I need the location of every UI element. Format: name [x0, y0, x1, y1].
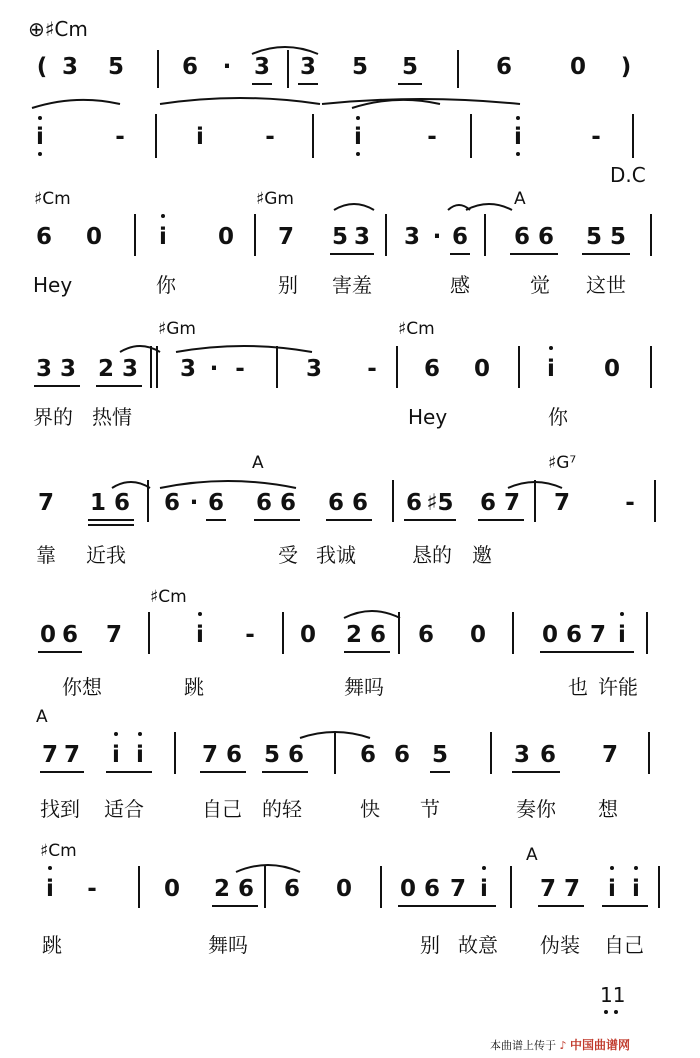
- note: 7: [277, 224, 295, 250]
- note: 3: [35, 356, 53, 382]
- high-dot: [610, 866, 614, 870]
- note: 6: [417, 622, 435, 648]
- note: 0: [163, 876, 181, 902]
- note: 6: [61, 622, 79, 648]
- tie-arc: [112, 482, 150, 488]
- underline: [34, 385, 80, 387]
- tie-arc: [236, 865, 300, 872]
- note: 7: [539, 876, 557, 902]
- note: -: [245, 622, 255, 648]
- lyric: 感: [450, 273, 470, 297]
- note: 3: [59, 356, 77, 382]
- barline: [312, 114, 314, 158]
- note: 6: [423, 356, 441, 382]
- chord-symbol: ♯G⁷: [548, 453, 577, 473]
- lyric: 别: [420, 933, 440, 957]
- underline: [450, 253, 470, 255]
- note: i: [480, 876, 488, 902]
- note: ·: [222, 54, 232, 80]
- note: i: [112, 742, 120, 768]
- coda-segno-marker: ⊕♯Cm: [28, 17, 88, 41]
- note: 3: [61, 54, 79, 80]
- underline: [512, 771, 560, 773]
- note: 0: [569, 54, 587, 80]
- lyric: 适合: [104, 797, 144, 821]
- note: i: [608, 876, 616, 902]
- site-logo-icon: ♪: [559, 1039, 567, 1052]
- note: 0: [541, 622, 559, 648]
- lyric: 恳的: [412, 543, 452, 567]
- note: 6: [537, 224, 555, 250]
- note: i: [159, 224, 167, 250]
- page-number: 11: [600, 983, 626, 1007]
- site-name: 中国曲谱网: [570, 1038, 631, 1052]
- lyric: 我诚: [316, 543, 356, 567]
- note: 7: [449, 876, 467, 902]
- note: 6: [393, 742, 411, 768]
- underline: [88, 524, 134, 526]
- barline: [646, 612, 648, 654]
- barline: [398, 612, 400, 654]
- high-dot: [161, 214, 165, 218]
- note: 6: [181, 54, 199, 80]
- barline: [148, 612, 150, 654]
- note: -: [367, 356, 377, 382]
- note: 5: [107, 54, 125, 80]
- high-dot: [516, 116, 520, 120]
- note: -: [427, 124, 437, 150]
- chord-symbol: ♯Cm: [150, 587, 187, 607]
- note: 0: [299, 622, 317, 648]
- note: 3: [305, 356, 323, 382]
- lyric: 近我: [86, 543, 126, 567]
- note: 6: [495, 54, 513, 80]
- lyric: 自己: [604, 933, 644, 957]
- note: ·: [189, 490, 199, 516]
- note: i: [632, 876, 640, 902]
- barline: [264, 866, 266, 908]
- chord-symbol: ♯Cm: [40, 841, 77, 861]
- note: 6: [225, 742, 243, 768]
- note: 2: [97, 356, 115, 382]
- note: i: [196, 622, 204, 648]
- upload-note: 本曲谱上传于: [490, 1039, 556, 1052]
- note: 3: [403, 224, 421, 250]
- lyric: 自己: [202, 797, 242, 821]
- note: ·: [209, 356, 219, 382]
- note: 7: [41, 742, 59, 768]
- high-dot: [38, 116, 42, 120]
- underline: [538, 905, 584, 907]
- note: 3: [253, 54, 271, 80]
- note: 6: [279, 490, 297, 516]
- high-dot: [482, 866, 486, 870]
- high-dot: [620, 612, 624, 616]
- chord-symbol: ♯Cm: [398, 319, 435, 339]
- note: 7: [105, 622, 123, 648]
- high-dot: [114, 732, 118, 736]
- chord-symbol: A: [36, 707, 48, 727]
- lyric: 也: [568, 675, 588, 699]
- lyric: 害羞: [332, 273, 372, 297]
- note: 7: [503, 490, 521, 516]
- lyric: 故意: [458, 933, 498, 957]
- lyric: 跳: [42, 933, 62, 957]
- note: -: [591, 124, 601, 150]
- note: 6: [163, 490, 181, 516]
- tie-arc: [160, 481, 296, 488]
- barline: [134, 214, 136, 256]
- note: 3: [353, 224, 371, 250]
- note: 5: [351, 54, 369, 80]
- high-dot: [549, 346, 553, 350]
- underline: [206, 519, 226, 521]
- underline: [106, 771, 152, 773]
- lyric: 舞吗: [208, 933, 248, 957]
- note: 6: [207, 490, 225, 516]
- lyric: 跳: [184, 675, 204, 699]
- barline: [650, 214, 652, 256]
- note: 6: [451, 224, 469, 250]
- high-dot: [138, 732, 142, 736]
- underline: [200, 771, 246, 773]
- underline: [398, 83, 422, 85]
- barline: [385, 214, 387, 256]
- underline: [252, 83, 272, 85]
- underline: [298, 83, 318, 85]
- note: -: [235, 356, 245, 382]
- tie-arc: [160, 98, 320, 104]
- tie-arc: [176, 346, 312, 352]
- lyric: 快: [360, 797, 380, 821]
- note: 6: [283, 876, 301, 902]
- note: 1: [89, 490, 107, 516]
- barline: [138, 866, 140, 908]
- lyric: 别: [278, 273, 298, 297]
- note: 7: [201, 742, 219, 768]
- underline: [96, 385, 142, 387]
- lyric: 你想: [62, 675, 102, 699]
- note: i: [196, 124, 204, 150]
- lyric: 这世: [586, 273, 626, 297]
- chord-symbol: ♯Gm: [158, 319, 196, 339]
- barline: [510, 866, 512, 908]
- barline: [396, 346, 398, 388]
- tie-arc: [252, 47, 318, 54]
- lyric: 奏你: [516, 797, 556, 821]
- lyric: 觉: [530, 273, 550, 297]
- tie-arc: [120, 346, 160, 352]
- underline: [88, 519, 134, 521]
- note: 7: [37, 490, 55, 516]
- footer-watermark: [490, 1034, 690, 1056]
- da-capo-mark: D.C: [610, 163, 646, 187]
- note: 6: [327, 490, 345, 516]
- underline: [330, 253, 374, 255]
- note: ): [620, 54, 632, 80]
- underline: [582, 253, 630, 255]
- note: 5: [585, 224, 603, 250]
- note: 0: [603, 356, 621, 382]
- low-dot: [516, 152, 520, 156]
- underline: [404, 519, 456, 521]
- note: i: [354, 124, 362, 150]
- barline: [334, 732, 336, 774]
- chord-symbol: ♯Cm: [34, 189, 71, 209]
- note: i: [514, 124, 522, 150]
- barline: [157, 50, 159, 88]
- note: -: [87, 876, 97, 902]
- low-dot: [614, 1010, 618, 1014]
- note: 5: [331, 224, 349, 250]
- note: 2: [213, 876, 231, 902]
- lyric: 热情: [92, 405, 132, 429]
- note: 6: [565, 622, 583, 648]
- high-dot: [634, 866, 638, 870]
- barline: [632, 114, 634, 158]
- lyric: 找到: [40, 797, 80, 821]
- underline: [510, 253, 558, 255]
- note: ·: [432, 224, 442, 250]
- barline: [654, 480, 656, 522]
- lyric: 邀: [472, 543, 492, 567]
- note: 0: [335, 876, 353, 902]
- lyric: 你: [156, 273, 176, 297]
- barline: [380, 866, 382, 908]
- note: 6: [237, 876, 255, 902]
- note: 0: [217, 224, 235, 250]
- note: 0: [469, 622, 487, 648]
- barline: [282, 612, 284, 654]
- note: 5: [263, 742, 281, 768]
- note: 6: [351, 490, 369, 516]
- note: 0: [399, 876, 417, 902]
- note: 7: [589, 622, 607, 648]
- note: 0: [39, 622, 57, 648]
- barline: [512, 612, 514, 654]
- tie-arc: [466, 204, 512, 210]
- note: 5: [431, 742, 449, 768]
- note: 6: [113, 490, 131, 516]
- lyric: 靠: [36, 543, 56, 567]
- note: -: [265, 124, 275, 150]
- note: i: [46, 876, 54, 902]
- underline: [478, 519, 524, 521]
- underline: [40, 771, 84, 773]
- note: ♯5: [426, 490, 454, 516]
- lyric: 你: [548, 405, 568, 429]
- note: 6: [479, 490, 497, 516]
- barline: [470, 114, 472, 158]
- barline: [648, 732, 650, 774]
- lyric: Hey: [33, 273, 73, 297]
- note: 7: [563, 876, 581, 902]
- note: -: [115, 124, 125, 150]
- underline: [430, 771, 450, 773]
- note: 6: [423, 876, 441, 902]
- barline: [287, 50, 289, 88]
- barline: [457, 50, 459, 88]
- barline: [174, 732, 176, 774]
- high-dot: [48, 866, 52, 870]
- note: 6: [359, 742, 377, 768]
- barline: [392, 480, 394, 522]
- lyric: 受: [278, 543, 298, 567]
- barline: [147, 480, 149, 522]
- lyric: 想: [598, 797, 618, 821]
- lyric: 的轻: [262, 797, 302, 821]
- underline: [398, 905, 496, 907]
- underline: [602, 905, 648, 907]
- note: 6: [539, 742, 557, 768]
- lyric: 界的: [33, 405, 73, 429]
- note: 6: [287, 742, 305, 768]
- note: 7: [63, 742, 81, 768]
- note: 7: [601, 742, 619, 768]
- high-dot: [198, 612, 202, 616]
- note: 6: [513, 224, 531, 250]
- high-dot: [356, 116, 360, 120]
- note: 5: [609, 224, 627, 250]
- barline: [484, 214, 486, 256]
- note: 3: [513, 742, 531, 768]
- note: 2: [345, 622, 363, 648]
- barline: [534, 480, 536, 522]
- chord-symbol: A: [514, 189, 526, 209]
- note: 5: [401, 54, 419, 80]
- tie-arc: [334, 204, 374, 210]
- note: 3: [179, 356, 197, 382]
- note: 3: [299, 54, 317, 80]
- underline: [38, 651, 82, 653]
- note: 6: [255, 490, 273, 516]
- underline: [262, 771, 308, 773]
- low-dot: [604, 1010, 608, 1014]
- barline: [254, 214, 256, 256]
- barline: [658, 866, 660, 908]
- underline: [326, 519, 372, 521]
- note: 3: [121, 356, 139, 382]
- barline: [276, 346, 278, 388]
- note: 7: [553, 490, 571, 516]
- note: i: [136, 742, 144, 768]
- lyric: Hey: [408, 405, 448, 429]
- note: 6: [369, 622, 387, 648]
- tie-arc: [32, 100, 120, 108]
- lyric: 节: [420, 797, 440, 821]
- chord-symbol: A: [252, 453, 264, 473]
- underline: [540, 651, 634, 653]
- note: 0: [473, 356, 491, 382]
- underline: [254, 519, 300, 521]
- chord-symbol: ♯Gm: [256, 189, 294, 209]
- low-dot: [38, 152, 42, 156]
- lyric: 舞吗: [344, 675, 384, 699]
- lyric: 许能: [598, 675, 638, 699]
- barline: [156, 346, 158, 388]
- note: 6: [405, 490, 423, 516]
- note: 6: [35, 224, 53, 250]
- tie-arc: [344, 611, 400, 618]
- barline: [150, 346, 152, 388]
- low-dot: [356, 152, 360, 156]
- note: i: [36, 124, 44, 150]
- lyric: 伪装: [540, 933, 580, 957]
- chord-symbol: A: [526, 845, 538, 865]
- underline: [212, 905, 258, 907]
- barline: [490, 732, 492, 774]
- note: (: [36, 54, 48, 80]
- barline: [518, 346, 520, 388]
- note: 0: [85, 224, 103, 250]
- note: i: [547, 356, 555, 382]
- note: i: [618, 622, 626, 648]
- note: -: [625, 490, 635, 516]
- barline: [650, 346, 652, 388]
- underline: [344, 651, 390, 653]
- barline: [155, 114, 157, 158]
